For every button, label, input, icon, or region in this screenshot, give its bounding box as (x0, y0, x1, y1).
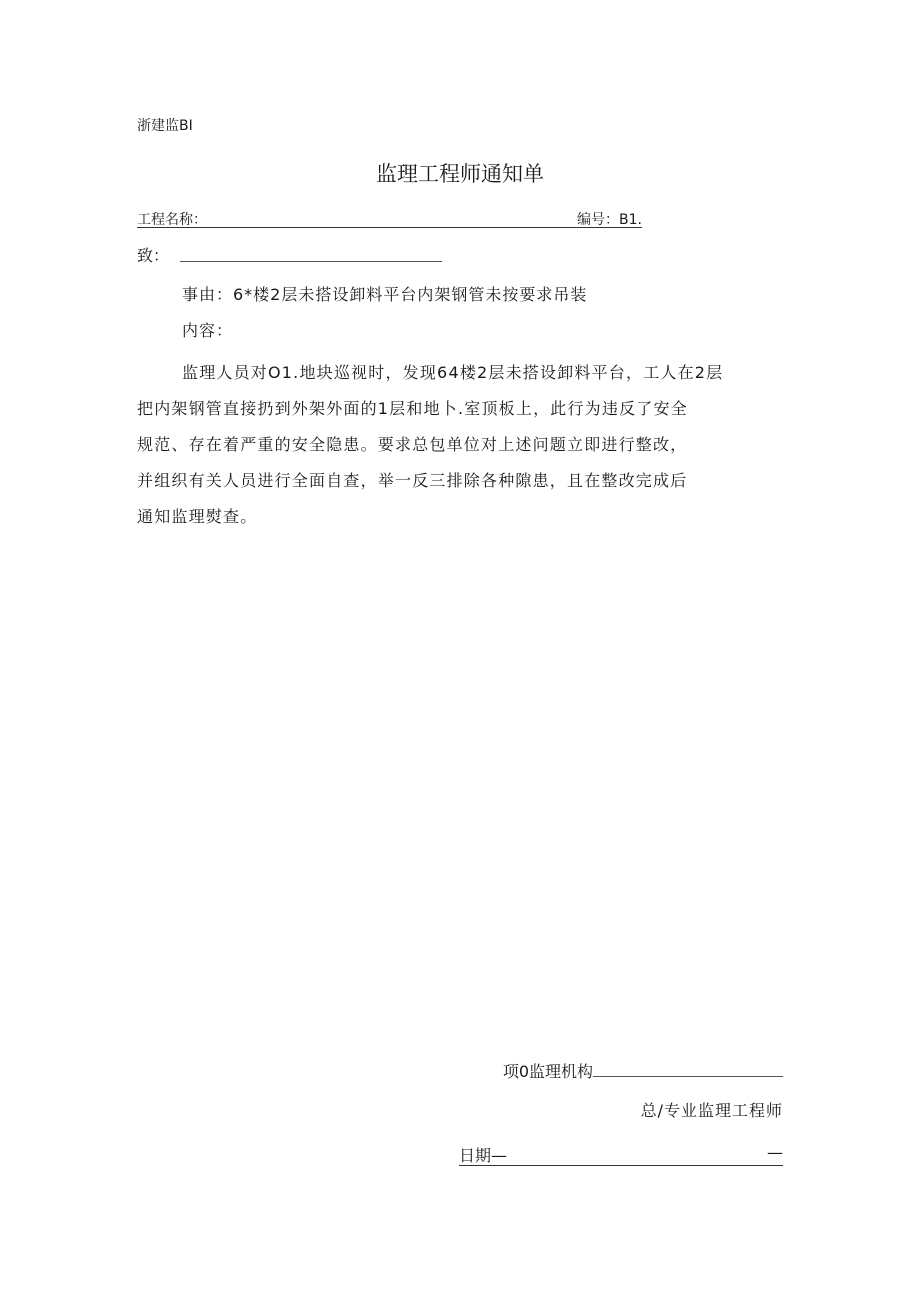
project-name-label: 工程名称： (137, 212, 207, 228)
engineer-signature-label: 总/专业监理工程师 (640, 1101, 783, 1120)
body-line: 并组织有关人员进行全面自查，举一反三排除各种隙患，且在整改完成后 (137, 471, 688, 490)
header-row (137, 209, 642, 228)
body-line: 把内架钢管直接扔到外架外面的1层和地卜.室顶板上，此行为违反了安全 (137, 399, 688, 418)
body-line: 监理人员对O1.地块巡视时，发现64楼2层未搭设卸料平台，工人在2层 (182, 363, 724, 382)
document-number-label: 编号：B1. (577, 212, 642, 228)
form-code: 浙建监BI (137, 118, 193, 134)
body-line: 规范、存在着严重的安全隐患。要求总包单位对上述问题立即进行整改， (137, 435, 688, 454)
date-label: 日期— (459, 1146, 508, 1165)
content-label: 内容： (182, 321, 234, 340)
date-tail: — (767, 1143, 783, 1162)
recipient-line (180, 261, 442, 262)
date-signature-row (459, 1143, 783, 1166)
supervision-org-signature (503, 1059, 783, 1082)
body-line: 通知监理熨查。 (137, 507, 258, 526)
recipient-label: 致： (137, 246, 170, 265)
supervision-org-line (593, 1060, 783, 1077)
notice-body (137, 355, 785, 535)
document-title: 监理工程师通知单 (376, 162, 544, 186)
reason-text: 事由：6*楼2层未搭设卸料平台内架钢管未按要求吊装 (182, 285, 588, 304)
supervision-org-label: 项0监理机构 (502, 1062, 593, 1081)
